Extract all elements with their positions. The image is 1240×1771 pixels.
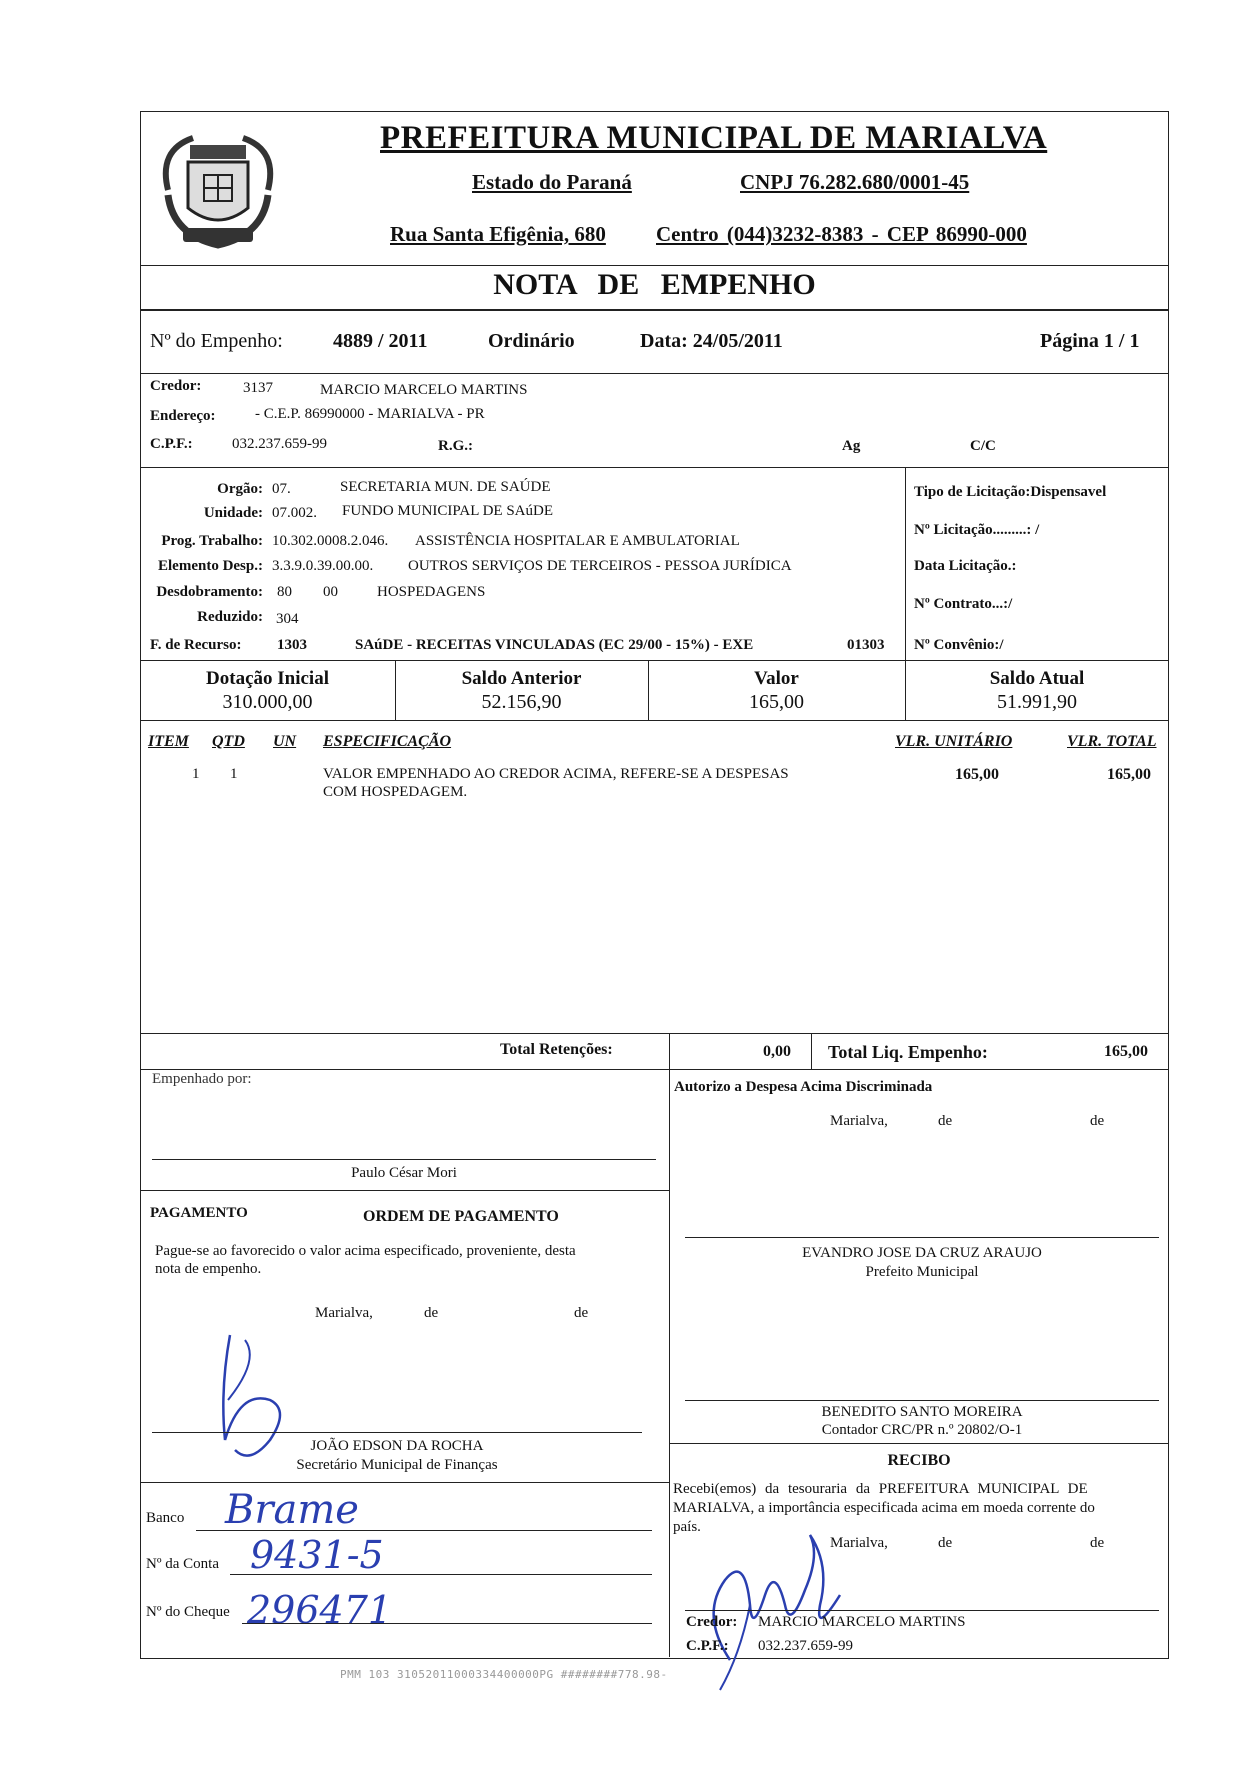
pagamento-text-line-1: Pague-se ao favorecido o valor acima especificado, proveniente, desta xyxy=(155,1243,576,1259)
prog-trabalho-label: Prog. Trabalho: xyxy=(161,533,263,549)
item-number: 1 xyxy=(192,766,200,782)
empenho-date: Data: 24/05/2011 xyxy=(640,330,783,352)
state-label: Estado do Paraná xyxy=(472,170,632,194)
col-vlr-total: VLR. TOTAL xyxy=(1067,733,1157,750)
conta-label: Nº da Conta xyxy=(146,1556,219,1572)
banco-label: Banco xyxy=(146,1510,185,1526)
total-liquido-label: Total Liq. Empenho: xyxy=(828,1042,988,1062)
desdobramento-name: HOSPEDAGENS xyxy=(377,584,486,600)
recurso-label: F. de Recurso: xyxy=(150,637,242,653)
document-title: NOTA DE EMPENHO xyxy=(493,268,816,301)
cheque-value: 296471 xyxy=(247,1588,393,1632)
pagamento-city: Marialva, xyxy=(315,1305,373,1321)
recibo-cpf-value: 032.237.659-99 xyxy=(758,1638,853,1654)
numero-convenio: Nº Convênio:/ xyxy=(914,637,1004,653)
prog-trabalho-code: 10.302.0008.2.046. xyxy=(272,533,389,549)
accountant-name: BENEDITO SANTO MOREIRA xyxy=(821,1404,1023,1420)
recibo-cpf-label: C.P.F.: xyxy=(686,1638,729,1654)
credor-code: 3137 xyxy=(243,380,273,396)
ordem-pagamento-label: ORDEM DE PAGAMENTO xyxy=(363,1208,559,1225)
item-description-line-2: COM HOSPEDAGEM. xyxy=(323,784,468,800)
recibo-credor-label: Credor: xyxy=(686,1614,738,1630)
empenho-number: 4889 / 2011 xyxy=(333,330,428,352)
col-vlr-unitario: VLR. UNITÁRIO xyxy=(895,733,1013,750)
empenho-number-label: Nº do Empenho: xyxy=(150,330,283,352)
creditor-signature xyxy=(690,1495,890,1695)
credor-name: MARCIO MARCELO MARTINS xyxy=(320,382,528,398)
recibo-credor-name: MARCIO MARCELO MARTINS xyxy=(758,1614,966,1630)
accountant-title: Contador CRC/PR n.º 20802/O-1 xyxy=(821,1422,1023,1438)
empenho-type: Ordinário xyxy=(488,330,575,352)
recurso-name: SAúDE - RECEITAS VINCULADAS (EC 29/00 - 15%) - EXE xyxy=(355,637,754,653)
orgao-code: 07. xyxy=(272,481,291,497)
recibo-text-line-2: MARIALVA, a importância especificada acima em moeda corrente do xyxy=(673,1500,1095,1516)
banco-value: Brame xyxy=(225,1487,359,1533)
pagamento-de-2: de xyxy=(574,1305,589,1321)
ag-label: Ag xyxy=(842,438,861,454)
valor-value: 165,00 xyxy=(749,691,804,713)
col-qtd: QTD xyxy=(212,733,245,750)
secretary-name: JOÃO EDSON DA ROCHA xyxy=(310,1438,484,1454)
desdobramento-code-1: 80 xyxy=(277,584,292,600)
recurso-code-2: 01303 xyxy=(847,637,885,653)
autorizo-city: Marialva, xyxy=(830,1113,888,1129)
recibo-text-line-3: país. xyxy=(673,1519,701,1535)
tipo-licitacao: Tipo de Licitação:Dispensavel xyxy=(914,484,1107,500)
item-total-value: 165,00 xyxy=(1107,766,1151,783)
orgao-label: Orgão: xyxy=(217,481,263,497)
autorizo-de-2: de xyxy=(1090,1113,1105,1129)
mayor-title: Prefeito Municipal xyxy=(865,1264,979,1280)
endereco-label: Endereço: xyxy=(150,408,216,424)
desdobramento-code-2: 00 xyxy=(323,584,338,600)
item-description-line-1: VALOR EMPENHADO AO CREDOR ACIMA, REFERE-SE A DESPESAS xyxy=(323,766,789,782)
conta-value: 9431-5 xyxy=(250,1533,384,1577)
pagamento-de-1: de xyxy=(424,1305,439,1321)
cnpj-label: CNPJ 76.282.680/0001-45 xyxy=(740,170,970,194)
rg-label: R.G.: xyxy=(438,438,473,454)
total-retencoes-label: Total Retenções: xyxy=(500,1041,613,1058)
elemento-name: OUTROS SERVIÇOS DE TERCEIROS - PESSOA JURÍDICA xyxy=(408,558,792,574)
saldo-anterior-value: 52.156,90 xyxy=(481,691,562,713)
unidade-name: FUNDO MUNICIPAL DE SAúDE xyxy=(342,503,553,519)
empenhado-por-label: Empenhado por: xyxy=(152,1071,252,1087)
recurso-code: 1303 xyxy=(277,637,307,653)
endereco-value: - C.E.P. 86990000 - MARIALVA - PR xyxy=(255,406,485,422)
total-retencoes-value: 0,00 xyxy=(763,1043,791,1060)
item-unit-value: 165,00 xyxy=(955,766,999,783)
desdobramento-label: Desdobramento: xyxy=(156,584,263,600)
valor-label: Valor xyxy=(754,668,799,689)
autorizo-de-1: de xyxy=(938,1113,953,1129)
dotacao-inicial-label: Dotação Inicial xyxy=(206,668,329,689)
empenhado-por-signer: Paulo César Mori xyxy=(351,1165,457,1181)
saldo-anterior-label: Saldo Anterior xyxy=(461,668,582,689)
address-label: Rua Santa Efigênia, 680 xyxy=(390,222,606,246)
footer-barcode-text: PMM 103 31052011000334400000PG ########778.98- xyxy=(340,1668,668,1681)
mayor-name: EVANDRO JOSE DA CRUZ ARAUJO xyxy=(802,1245,1042,1261)
cpf-label: C.P.F.: xyxy=(150,436,193,452)
orgao-name: SECRETARIA MUN. DE SAÚDE xyxy=(340,479,551,495)
municipal-coat-of-arms xyxy=(148,120,288,260)
elemento-code: 3.3.9.0.39.00.00. xyxy=(272,558,374,574)
cheque-label: Nº do Cheque xyxy=(146,1604,230,1620)
municipality-title: PREFEITURA MUNICIPAL DE MARIALVA xyxy=(380,120,1048,156)
saldo-atual-label: Saldo Atual xyxy=(989,668,1085,689)
page-number: Página 1 / 1 xyxy=(1040,330,1140,352)
recibo-de-1: de xyxy=(938,1535,953,1551)
contact-label: Centro (044)3232-8383 - CEP 86990-000 xyxy=(656,222,1027,246)
recibo-text-line-1: Recebi(emos) da tesouraria da PREFEITURA MUNICIPAL DE xyxy=(673,1481,1088,1497)
recibo-de-2: de xyxy=(1090,1535,1105,1551)
numero-licitacao: Nº Licitação.........: / xyxy=(914,522,1040,538)
credor-label: Credor: xyxy=(150,378,202,394)
unidade-label: Unidade: xyxy=(203,505,263,521)
pagamento-label: PAGAMENTO xyxy=(150,1205,248,1221)
total-liquido-value: 165,00 xyxy=(1104,1043,1148,1060)
pagamento-text-line-2: nota de empenho. xyxy=(155,1261,262,1277)
data-licitacao: Data Licitação.: xyxy=(914,558,1017,574)
prog-trabalho-name: ASSISTÊNCIA HOSPITALAR E AMBULATORIAL xyxy=(415,533,740,549)
saldo-atual-value: 51.991,90 xyxy=(997,691,1077,713)
col-un: UN xyxy=(273,733,297,750)
col-especificacao: ESPECIFICAÇÃO xyxy=(323,733,452,750)
cpf-value: 032.237.659-99 xyxy=(232,436,327,452)
recibo-title: RECIBO xyxy=(887,1452,951,1469)
elemento-label: Elemento Desp.: xyxy=(158,558,263,574)
cc-label: C/C xyxy=(970,438,996,454)
dotacao-inicial-value: 310.000,00 xyxy=(222,691,313,713)
recibo-city: Marialva, xyxy=(830,1535,888,1551)
autorizo-label: Autorizo a Despesa Acima Discriminada xyxy=(674,1079,933,1095)
col-item: ITEM xyxy=(148,733,189,750)
secretary-title: Secretário Municipal de Finanças xyxy=(296,1457,498,1473)
item-qtd: 1 xyxy=(230,766,238,782)
reduzido-label: Reduzido: xyxy=(197,609,263,625)
unidade-code: 07.002. xyxy=(272,505,317,521)
numero-contrato: Nº Contrato...:/ xyxy=(914,596,1013,612)
reduzido-value: 304 xyxy=(276,611,299,627)
